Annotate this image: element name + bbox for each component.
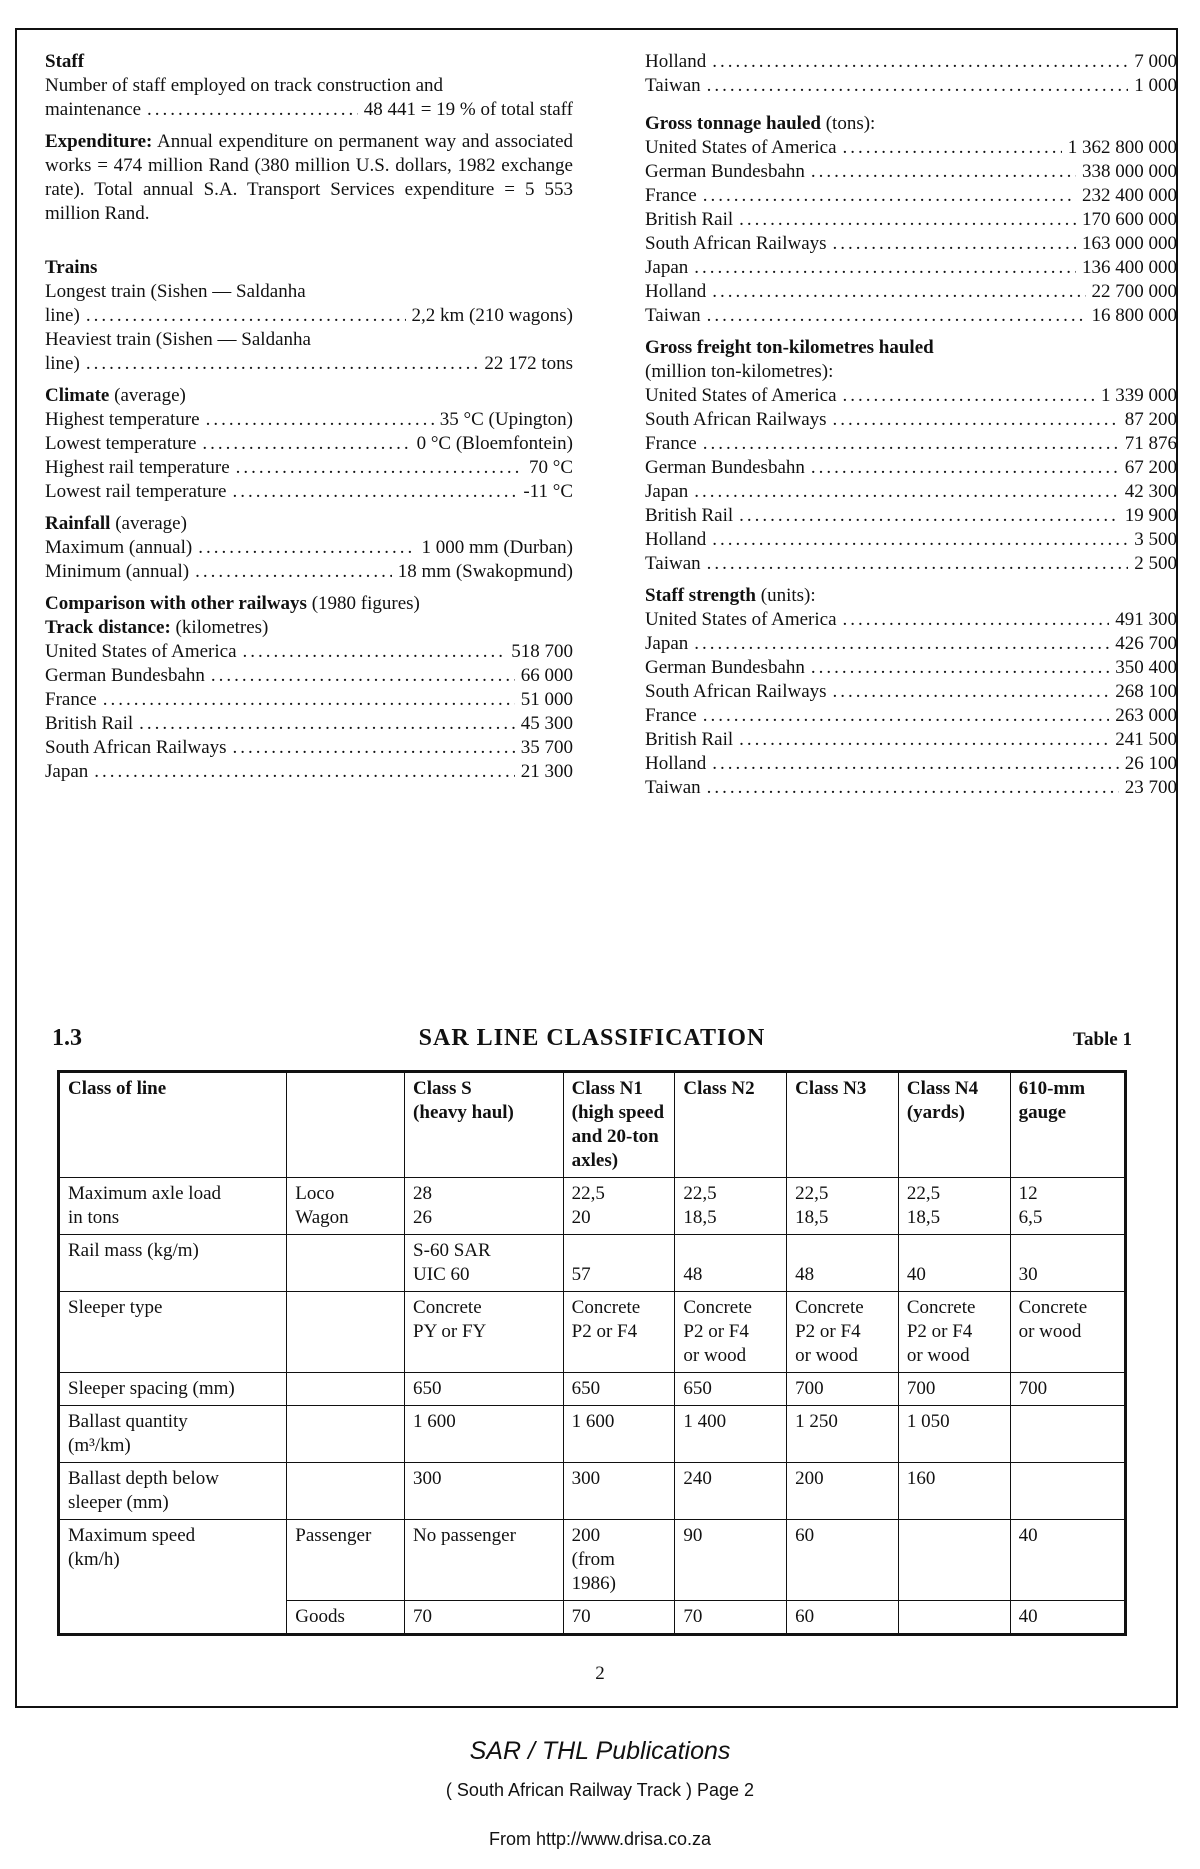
item-label: German Bundesbahn xyxy=(645,457,805,478)
speed-goods-label: Goods xyxy=(287,1601,405,1635)
leader-dots xyxy=(811,656,1109,680)
header-class-n1: Class N1 (high speed and 20-ton axles) xyxy=(563,1072,675,1178)
item-label: United States of America xyxy=(645,609,837,630)
table-cell: Concrete P2 or F4 xyxy=(563,1292,675,1373)
leader-dots xyxy=(712,528,1128,552)
line-classification-table xyxy=(57,1070,1127,1636)
item-label: British Rail xyxy=(45,713,134,734)
leader-dots xyxy=(811,160,1076,184)
item-value: 518 700 xyxy=(511,641,573,662)
header-blank xyxy=(287,1072,405,1178)
table-cell: 1 250 xyxy=(787,1406,899,1463)
trains-heading: Trains xyxy=(45,257,98,278)
leader-dots xyxy=(712,280,1085,304)
freight-list xyxy=(645,384,1177,576)
table-cell: 48 xyxy=(787,1235,899,1292)
tonnage-list xyxy=(645,136,1177,328)
list-item xyxy=(45,408,573,432)
table-cell xyxy=(1010,1406,1125,1463)
staff-heading: Staff xyxy=(45,51,85,72)
table-header xyxy=(52,1025,1132,1055)
table-row xyxy=(59,1235,1126,1292)
item-value: 1 362 800 000 xyxy=(1067,137,1177,158)
table-cell: 70 xyxy=(563,1601,675,1635)
table-row xyxy=(59,1463,1126,1520)
table-cell: 22,5 18,5 xyxy=(898,1178,1010,1235)
list-item xyxy=(645,776,1177,800)
item-label: South African Railways xyxy=(645,233,827,254)
list-item xyxy=(45,480,573,504)
table-cell: 160 xyxy=(898,1463,1010,1520)
table-row xyxy=(59,1292,1126,1373)
leader-dots xyxy=(694,480,1118,504)
list-item xyxy=(645,504,1177,528)
table-cell: 22,5 18,5 xyxy=(787,1178,899,1235)
climate-heading: Climate (average) xyxy=(45,385,186,406)
table-cell: 57 xyxy=(563,1235,675,1292)
leader-dots xyxy=(833,680,1110,704)
left-column xyxy=(45,50,573,784)
table-cell: S-60 SAR UIC 60 xyxy=(405,1235,564,1292)
item-label: Holland xyxy=(645,281,707,302)
item-value: 7 000 xyxy=(1134,51,1177,72)
item-label: German Bundesbahn xyxy=(45,665,205,686)
list-item xyxy=(645,384,1177,408)
item-value: 18 mm (Swakopmund) xyxy=(397,561,573,582)
item-value: 16 800 000 xyxy=(1091,305,1177,326)
item-label: British Rail xyxy=(645,729,734,750)
leader-dots xyxy=(211,664,515,688)
item-label: United States of America xyxy=(45,641,237,662)
table-cell xyxy=(287,1235,405,1292)
table-cell: 40 xyxy=(1010,1601,1125,1635)
heaviest-train-label: Heaviest train (Sishen — Saldanha xyxy=(45,329,311,350)
table-cell: 22,5 18,5 xyxy=(675,1178,787,1235)
leader-dots xyxy=(195,560,392,584)
list-item xyxy=(645,680,1177,704)
item-value: 51 000 xyxy=(520,689,573,710)
table-cell: 1 600 xyxy=(405,1406,564,1463)
rainfall-list xyxy=(45,536,573,584)
list-item xyxy=(645,456,1177,480)
axle-sub: Loco Wagon xyxy=(287,1178,405,1235)
header-610mm: 610-mm gauge xyxy=(1010,1072,1125,1178)
item-value: 87 200 xyxy=(1124,409,1177,430)
table-cell: 1 050 xyxy=(898,1406,1010,1463)
list-item xyxy=(645,304,1177,328)
item-label: German Bundesbahn xyxy=(645,161,805,182)
item-value: 35 700 xyxy=(520,737,573,758)
item-value: 232 400 000 xyxy=(1082,185,1177,206)
table-cell xyxy=(287,1373,405,1406)
leader-dots xyxy=(236,456,523,480)
staff-strength-heading: Staff strength (units): xyxy=(645,585,816,606)
leader-dots xyxy=(703,184,1076,208)
item-value: 163 000 000 xyxy=(1082,233,1177,254)
item-label: France xyxy=(645,705,697,726)
table-row xyxy=(59,1520,1126,1601)
table-cell: 200 xyxy=(787,1463,899,1520)
climate-list xyxy=(45,408,573,504)
item-value: 22 700 000 xyxy=(1091,281,1177,302)
table-cell: 22,5 20 xyxy=(563,1178,675,1235)
longest-train-row: line) ..... 2,2 km (210 wagons) xyxy=(45,304,573,328)
item-value: 268 100 xyxy=(1115,681,1177,702)
table-cell: 650 xyxy=(675,1373,787,1406)
spacing-label: Sleeper spacing (mm) xyxy=(59,1373,287,1406)
table-cell: 200 (from 1986) xyxy=(563,1520,675,1601)
list-item xyxy=(645,160,1177,184)
leader-dots xyxy=(811,456,1119,480)
leader-dots xyxy=(833,408,1119,432)
leader-dots xyxy=(139,712,515,736)
list-item xyxy=(645,408,1177,432)
table-cell: 70 xyxy=(405,1601,564,1635)
depth-label: Ballast depth below sleeper (mm) xyxy=(59,1463,287,1520)
table-cell: 700 xyxy=(1010,1373,1125,1406)
item-value: 3 500 xyxy=(1134,529,1177,550)
item-value: 263 000 xyxy=(1115,705,1177,726)
freight-heading: Gross freight ton-kilometres hauled xyxy=(645,337,934,358)
table-cell: 60 xyxy=(787,1601,899,1635)
leader-dots xyxy=(707,304,1086,328)
table-cell: 240 xyxy=(675,1463,787,1520)
table-cell: 40 xyxy=(898,1235,1010,1292)
header-class-n3: Class N3 xyxy=(787,1072,899,1178)
item-label: Taiwan xyxy=(645,305,701,326)
item-label: Taiwan xyxy=(645,553,701,574)
list-item xyxy=(645,552,1177,576)
expenditure-heading: Expenditure: xyxy=(45,131,153,152)
track-distance-list xyxy=(45,640,573,784)
item-value: 1 339 000 xyxy=(1101,385,1177,406)
leader-dots xyxy=(843,136,1062,160)
rainfall-heading: Rainfall (average) xyxy=(45,513,187,534)
leader-dots xyxy=(843,384,1095,408)
list-item xyxy=(645,608,1177,632)
heaviest-train-row: line) ..... 22 172 tons xyxy=(45,352,573,376)
list-item xyxy=(645,728,1177,752)
sleeper-label: Sleeper type xyxy=(59,1292,287,1373)
list-item xyxy=(45,688,573,712)
item-label: British Rail xyxy=(645,209,734,230)
leader-dots xyxy=(833,232,1076,256)
leader-dots xyxy=(707,776,1119,800)
speed-passenger-label: Passenger xyxy=(287,1520,405,1601)
list-item xyxy=(45,536,573,560)
table-row xyxy=(59,1373,1126,1406)
staff-line1: Number of staff employed on track construction and xyxy=(45,75,444,96)
table-cell: 12 6,5 xyxy=(1010,1178,1125,1235)
table-label: Table 1 xyxy=(1073,1029,1132,1050)
item-value: 136 400 000 xyxy=(1082,257,1177,278)
table-cell: 70 xyxy=(675,1601,787,1635)
section-number: 1.3 xyxy=(52,1025,82,1051)
table-cell: Concrete PY or FY xyxy=(405,1292,564,1373)
list-item xyxy=(645,184,1177,208)
item-value: 21 300 xyxy=(520,761,573,782)
leader-dots xyxy=(198,536,415,560)
leader-dots xyxy=(103,688,515,712)
table-cell: Concrete P2 or F4 or wood xyxy=(787,1292,899,1373)
item-label: France xyxy=(645,433,697,454)
item-value: 426 700 xyxy=(1115,633,1177,654)
longest-train-label: Longest train (Sishen — Saldanha xyxy=(45,281,306,302)
leader-dots xyxy=(232,480,517,504)
table-cell xyxy=(898,1601,1010,1635)
item-label: Holland xyxy=(645,529,707,550)
table-cell: 700 xyxy=(787,1373,899,1406)
table-cell: 700 xyxy=(898,1373,1010,1406)
table-cell: Concrete or wood xyxy=(1010,1292,1125,1373)
list-item xyxy=(645,656,1177,680)
table-cell: 28 26 xyxy=(405,1178,564,1235)
table-cell: Concrete P2 or F4 or wood xyxy=(898,1292,1010,1373)
page-number: 2 xyxy=(595,1663,605,1684)
item-label: Taiwan xyxy=(645,75,701,96)
item-value: 491 300 xyxy=(1115,609,1177,630)
list-item xyxy=(45,736,573,760)
item-label: Lowest rail temperature xyxy=(45,481,227,502)
item-value: 71 876 xyxy=(1124,433,1177,454)
item-label: Minimum (annual) xyxy=(45,561,190,582)
list-item xyxy=(645,432,1177,456)
footer-publisher: SAR / THL Publications xyxy=(469,1737,731,1765)
item-value: 170 600 000 xyxy=(1082,209,1177,230)
leader-dots xyxy=(739,504,1119,528)
table-title: SAR LINE CLASSIFICATION xyxy=(418,1025,766,1051)
item-value: 338 000 000 xyxy=(1082,161,1177,182)
right-column xyxy=(645,50,1177,800)
list-item xyxy=(45,640,573,664)
table-cell: 300 xyxy=(563,1463,675,1520)
page-frame xyxy=(15,28,1178,1708)
rail-label: Rail mass (kg/m) xyxy=(59,1235,287,1292)
item-value: 35 °C (Upington) xyxy=(439,409,573,430)
list-item xyxy=(645,232,1177,256)
track-distance-list-cont xyxy=(645,50,1177,98)
table-cell: 650 xyxy=(563,1373,675,1406)
leader-dots xyxy=(694,256,1076,280)
leader-dots xyxy=(202,432,410,456)
list-item xyxy=(645,74,1177,98)
item-value: -11 °C xyxy=(523,481,573,502)
item-label: South African Railways xyxy=(645,681,827,702)
expenditure-paragraph xyxy=(45,130,573,226)
list-item xyxy=(645,136,1177,160)
table-cell xyxy=(287,1292,405,1373)
leader-dots xyxy=(707,552,1129,576)
table-cell xyxy=(898,1520,1010,1601)
item-value: 241 500 xyxy=(1115,729,1177,750)
item-value: 1 000 xyxy=(1134,75,1177,96)
item-label: Highest temperature xyxy=(45,409,200,430)
staff-strength-list xyxy=(645,608,1177,800)
table-cell: 40 xyxy=(1010,1520,1125,1601)
footer-subtitle: ( South African Railway Track ) Page 2 xyxy=(445,1780,755,1800)
item-value: 19 900 xyxy=(1124,505,1177,526)
item-label: British Rail xyxy=(645,505,734,526)
leader-dots xyxy=(712,752,1119,776)
list-item xyxy=(645,480,1177,504)
staff-row: maintenance ..... 48 441 = 19 % of total staff xyxy=(45,98,573,122)
list-item xyxy=(645,704,1177,728)
item-label: Taiwan xyxy=(645,777,701,798)
list-item xyxy=(645,752,1177,776)
list-item xyxy=(645,256,1177,280)
item-label: France xyxy=(645,185,697,206)
table-row xyxy=(59,1406,1126,1463)
speed-label: Maximum speed (km/h) xyxy=(59,1520,287,1635)
item-label: United States of America xyxy=(645,385,837,406)
table-cell xyxy=(287,1406,405,1463)
header-class-of-line: Class of line xyxy=(59,1072,287,1178)
header-class-n4: Class N4 (yards) xyxy=(898,1072,1010,1178)
item-label: Holland xyxy=(645,753,707,774)
table-cell xyxy=(1010,1463,1125,1520)
item-value: 45 300 xyxy=(520,713,573,734)
track-distance-heading: Track distance: (kilometres) xyxy=(45,617,269,638)
table-cell: 30 xyxy=(1010,1235,1125,1292)
item-value: 70 °C xyxy=(528,457,573,478)
table-header-row xyxy=(59,1072,1126,1178)
list-item xyxy=(45,432,573,456)
leader-dots xyxy=(694,632,1109,656)
leader-dots xyxy=(712,50,1128,74)
item-label: Japan xyxy=(645,257,689,278)
ballast-label: Ballast quantity (m³/km) xyxy=(59,1406,287,1463)
item-label: Japan xyxy=(645,633,689,654)
leader-dots xyxy=(739,728,1109,752)
item-value: 66 000 xyxy=(520,665,573,686)
leader-dots xyxy=(94,760,514,784)
table-cell: 300 xyxy=(405,1463,564,1520)
table-row xyxy=(59,1178,1126,1235)
list-item xyxy=(645,632,1177,656)
axle-label: Maximum axle load in tons xyxy=(59,1178,287,1235)
table-cell xyxy=(287,1463,405,1520)
table-cell: Concrete P2 or F4 or wood xyxy=(675,1292,787,1373)
leader-dots xyxy=(707,74,1129,98)
list-item xyxy=(645,50,1177,74)
item-value: 42 300 xyxy=(1124,481,1177,502)
leader-dots xyxy=(243,640,506,664)
item-value: 0 °C (Bloemfontein) xyxy=(416,433,573,454)
table-cell: 1 400 xyxy=(675,1406,787,1463)
table-cell: 650 xyxy=(405,1373,564,1406)
leader-dots xyxy=(233,736,515,760)
item-label: France xyxy=(45,689,97,710)
item-label: United States of America xyxy=(645,137,837,158)
leader-dots xyxy=(703,432,1119,456)
list-item xyxy=(45,712,573,736)
item-value: 2 500 xyxy=(1134,553,1177,574)
leader-dots xyxy=(739,208,1076,232)
item-label: Highest rail temperature xyxy=(45,457,230,478)
table-cell: 1 600 xyxy=(563,1406,675,1463)
item-value: 23 700 xyxy=(1124,777,1177,798)
item-label: Japan xyxy=(645,481,689,502)
item-label: Maximum (annual) xyxy=(45,537,193,558)
item-label: Japan xyxy=(45,761,89,782)
header-class-s: Class S (heavy haul) xyxy=(405,1072,564,1178)
list-item xyxy=(645,208,1177,232)
freight-subheading: (million ton-kilometres): xyxy=(645,361,834,382)
item-value: 350 400 xyxy=(1115,657,1177,678)
leader-dots xyxy=(703,704,1110,728)
list-item xyxy=(45,760,573,784)
table-cell: 90 xyxy=(675,1520,787,1601)
list-item xyxy=(45,560,573,584)
list-item xyxy=(645,280,1177,304)
leader-dots xyxy=(206,408,434,432)
header-class-n2: Class N2 xyxy=(675,1072,787,1178)
table-cell: 48 xyxy=(675,1235,787,1292)
tonnage-heading: Gross tonnage hauled (tons): xyxy=(645,113,876,134)
list-item xyxy=(45,456,573,480)
item-label: South African Railways xyxy=(45,737,227,758)
table-cell: 60 xyxy=(787,1520,899,1601)
list-item xyxy=(645,528,1177,552)
list-item xyxy=(45,664,573,688)
item-label: German Bundesbahn xyxy=(645,657,805,678)
item-value: 26 100 xyxy=(1124,753,1177,774)
item-label: South African Railways xyxy=(645,409,827,430)
expenditure-text: Annual expenditure on permanent way and associated works = 474 million Rand (380 million U.S. dollars, 1982 exchange rate). Total annual S.A. Transport Services expenditure = 5 553 million Rand. xyxy=(45,131,574,224)
item-value: 1 000 mm (Durban) xyxy=(421,537,573,558)
leader-dots xyxy=(843,608,1110,632)
item-value: 67 200 xyxy=(1124,457,1177,478)
comparison-heading: Comparison with other railways (1980 figures) xyxy=(45,593,420,614)
footer-source: From http://www.drisa.co.za xyxy=(488,1829,712,1849)
item-label: Lowest temperature xyxy=(45,433,197,454)
table-cell: No passenger xyxy=(405,1520,564,1601)
item-label: Holland xyxy=(645,51,707,72)
